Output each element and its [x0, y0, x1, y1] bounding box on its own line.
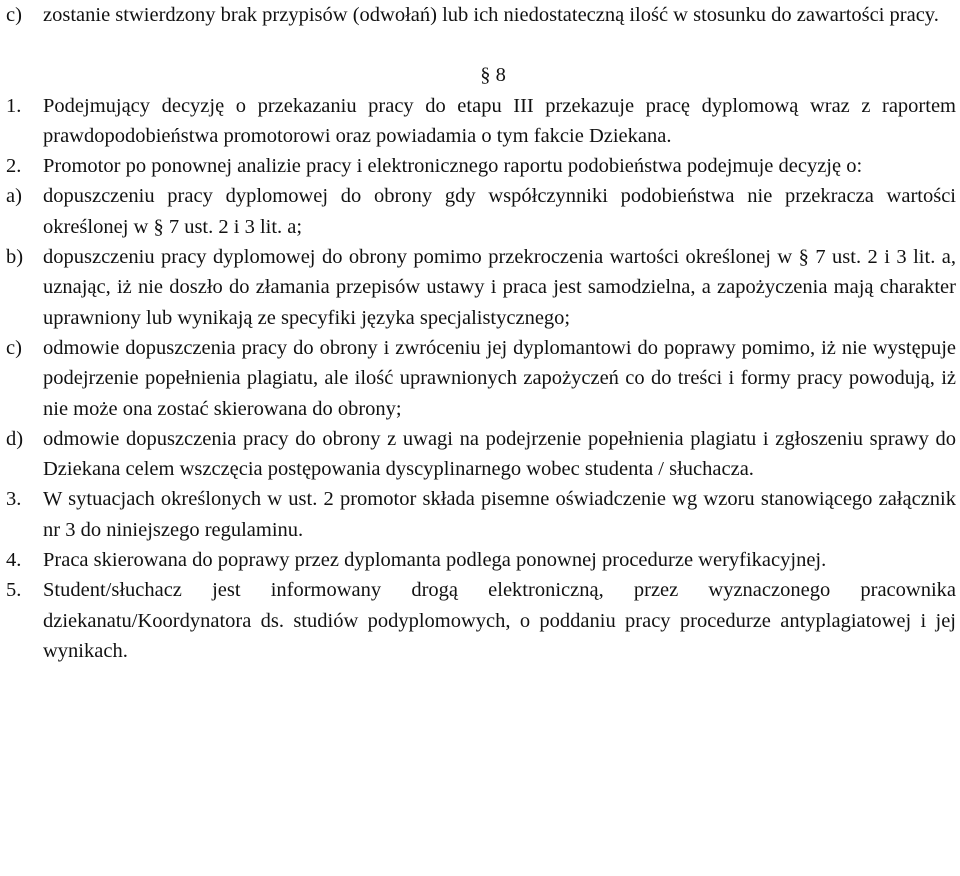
point-5 — [6, 575, 960, 666]
point-text: Promotor po ponownej analizie pracy i elektronicznego raportu podobieństwa podejmuje decyzję o: — [43, 155, 863, 178]
subitem-a — [6, 181, 960, 242]
point-text: Praca skierowana do poprawy przez dyplomanta podlega ponownej procedurze weryfikacyjnej. — [43, 549, 827, 572]
point-number: 2. — [6, 155, 22, 178]
list-item-c-previous — [6, 0, 960, 30]
subitem-text: dopuszczeniu pracy dyplomowej do obrony pomimo przekroczenia wartości określonej w § 7 ust. 2 i 3 lit. a, uznając, iż nie doszło do złamania przepisów ustawy i praca jest samodzielna, a zapożyczenia mają charakter uprawniony lub wynikają ze specyfiki języka specjalistycznego; — [43, 246, 956, 329]
subitem-text: odmowie dopuszczenia pracy do obrony i zwróceniu jej dyplomantowi do poprawy pomimo, iż nie występuje podejrzenie popełnienia plagiatu, ale ilość uprawnionych zapożyczeń co do treści i formy pracy powodują, iż nie może ona zostać skierowana do obrony; — [43, 336, 956, 420]
point-1 — [6, 91, 960, 152]
point-number: 4. — [6, 549, 22, 572]
point-3 — [6, 484, 960, 545]
list-marker: c) — [6, 4, 22, 26]
subitem-d — [6, 424, 960, 485]
subitem-marker: d) — [6, 427, 24, 450]
point-body — [43, 151, 960, 181]
point-2 — [6, 151, 960, 181]
subitem-text: odmowie dopuszczenia pracy do obrony z uwagi na podejrzenie popełnienia plagiatu i zgłoszeniu sprawy do Dziekana celem wszczęcia postępowania dyscyplinarnego wobec studenta / słuchacza. — [43, 427, 956, 481]
point-4 — [6, 545, 960, 575]
section-heading: § 8 — [480, 64, 506, 87]
subitem-marker: a) — [6, 185, 22, 208]
point-text: Podejmujący decyzję o przekazaniu pracy do etapu III przekazuje pracę dyplomową wraz z raportem prawdopodobieństwa promotorowi oraz powiadamia o tym fakcie Dziekana. — [43, 94, 956, 147]
point-number: 1. — [6, 94, 22, 117]
point-number: 5. — [6, 579, 22, 602]
subitem-b — [6, 242, 960, 333]
point-text: W sytuacjach określonych w ust. 2 promotor składa pisemne oświadczenie wg wzoru stanowiącego załącznik nr 3 do niniejszego regulaminu. — [43, 488, 956, 541]
point-number: 3. — [6, 488, 22, 511]
point-text: Student/słuchacz jest informowany drogą elektroniczną, przez wyznaczonego pracownika dziekanatu/Koordynatora ds. studiów podyplomowych, o poddaniu pracy procedurze antyplagiatowej i jej wynikach. — [43, 579, 956, 662]
subitem-marker: b) — [6, 246, 24, 269]
subitem-marker: c) — [6, 336, 22, 359]
list-item-text: zostanie stwierdzony brak przypisów (odwołań) lub ich niedostateczną ilość w stosunku do zawartości pracy. — [43, 4, 939, 26]
subitem-text: dopuszczeniu pracy dyplomowej do obrony gdy współczynniki podobieństwa nie przekracza wartości określonej w § 7 ust. 2 i 3 lit. a; — [43, 185, 956, 238]
subitem-c — [6, 333, 960, 424]
